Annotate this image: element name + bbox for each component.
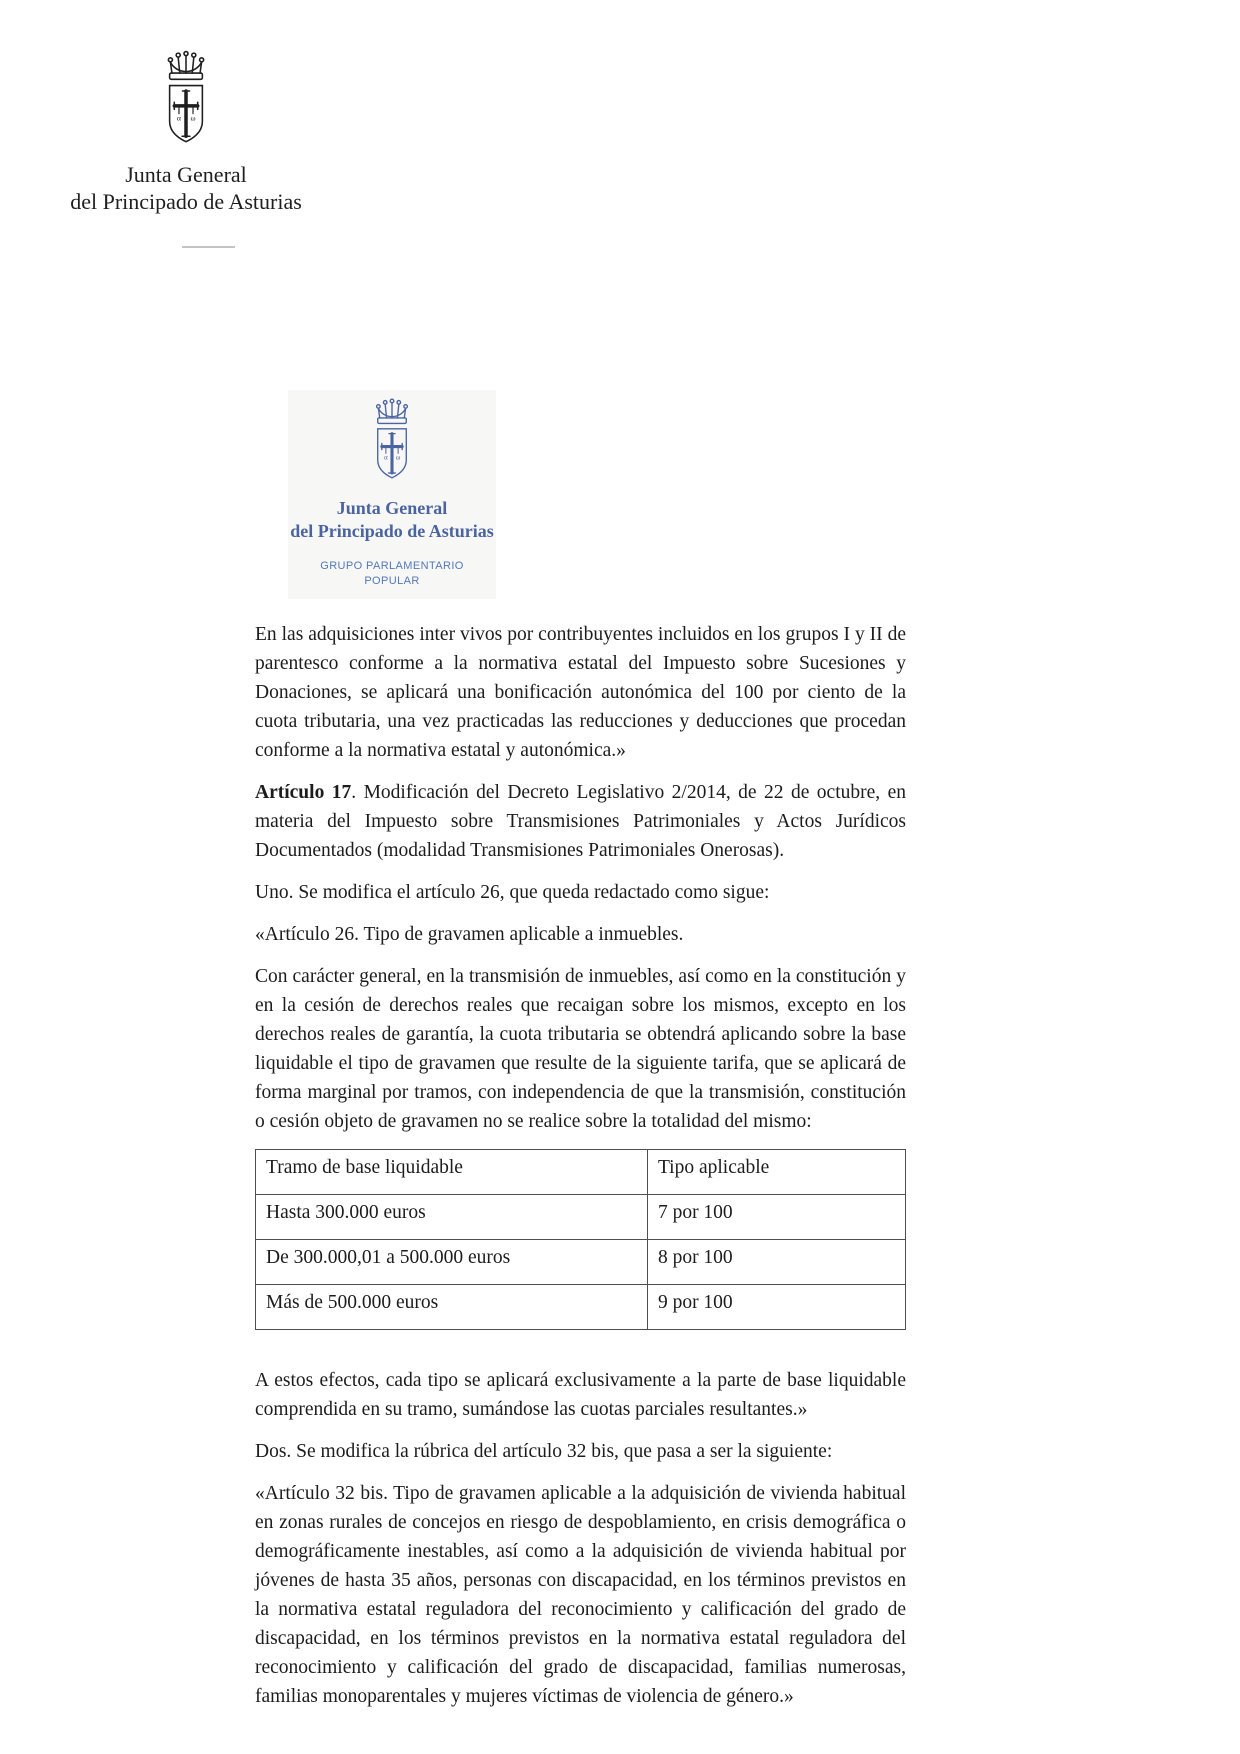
table-row bbox=[256, 1285, 906, 1330]
svg-text:α: α bbox=[176, 113, 182, 123]
paragraph-articulo-17 bbox=[255, 778, 906, 865]
paragraph-a-estos-efectos: A estos efectos, cada tipo se aplicará exclusivamente a la parte de base liquidable comprendida en su tramo, sumándose las cuotas parciales resultantes.» bbox=[255, 1370, 906, 1420]
table-row bbox=[256, 1195, 906, 1240]
svg-text:ω: ω bbox=[190, 113, 196, 123]
group-label-line-1: GRUPO PARLAMENTARIO bbox=[320, 560, 464, 572]
articulo-17-lead: Artículo 17 bbox=[255, 782, 352, 803]
paragraph-uno: Uno. Se modifica el artículo 26, que queda redactado como sigue: bbox=[255, 882, 770, 903]
grupo-parlamentario-popular-logo bbox=[288, 390, 496, 599]
org-name-line-2: del Principado de Asturias bbox=[70, 189, 302, 214]
table-cell-tipo: 7 por 100 bbox=[647, 1195, 905, 1240]
header-divider-line bbox=[182, 246, 235, 248]
junta-general-logo bbox=[70, 48, 302, 215]
paragraph-bonificacion-sucesiones: En las adquisiciones inter vivos por contribuyentes incluidos en los grupos I y II de parentesco conforme a la normativa estatal del Impuesto sobre Sucesiones y Donaciones, se aplicará una bonificación autonómica del 100 por ciento de la cuota tributaria, una vez practicadas las reducciones y deducciones que procedan conforme a la normativa estatal y autonómica.» bbox=[255, 624, 906, 761]
articulo-17-rest: . Modificación del Decreto Legislativo 2/2014, de 22 de octubre, en materia del Impuesto sobre Transmisiones Patrimoniales y Actos Jurídicos Documentados (modalidad Transmisiones Patrimoniales Onerosas). bbox=[255, 782, 906, 861]
group-label-line-2: POPULAR bbox=[364, 575, 420, 587]
table-header-tramo: Tramo de base liquidable bbox=[256, 1150, 648, 1195]
asturias-coat-of-arms-icon bbox=[358, 396, 426, 493]
document-body bbox=[255, 620, 906, 1724]
paragraph-caracter-general: Con carácter general, en la transmisión de inmuebles, así como en la constitución y en la cesión de derechos reales que recaigan sobre los mismos, excepto en los derechos reales de garantía, la cuota tributaria se obtendrá aplicando sobre la base liquidable el tipo de gravamen que resulte de la siguiente tarifa, que se aplicará de forma marginal por tramos, con independencia de que la transmisión, constitución o cesión objeto de gravamen no se realice sobre la totalidad del mismo: bbox=[255, 966, 906, 1132]
table-cell-tramo: Hasta 300.000 euros bbox=[256, 1195, 648, 1240]
svg-text:α: α bbox=[384, 454, 388, 462]
table-header-tipo: Tipo aplicable bbox=[647, 1150, 905, 1195]
table-header-row bbox=[256, 1150, 906, 1195]
table-cell-tipo: 9 por 100 bbox=[647, 1285, 905, 1330]
group-org-name-line-2: del Principado de Asturias bbox=[290, 521, 494, 541]
table-cell-tipo: 8 por 100 bbox=[647, 1240, 905, 1285]
svg-text:ω: ω bbox=[395, 454, 401, 462]
paragraph-articulo-26-rubrica: «Artículo 26. Tipo de gravamen aplicable a inmuebles. bbox=[255, 924, 684, 945]
asturias-coat-of-arms-icon bbox=[147, 48, 225, 159]
paragraph-articulo-32-bis: «Artículo 32 bis. Tipo de gravamen aplicable a la adquisición de vivienda habitual en zonas rurales de concejos en riesgo de despoblamiento, en crisis demográfica o demográficamente inestables, así como a la adquisición de vivienda habitual por jóvenes de hasta 35 años, personas con discapacidad, en los términos previstos en la normativa estatal reguladora del reconocimiento y calificación del grado de discapacidad, en los términos previstos en la normativa estatal reguladora del reconocimiento y calificación del grado de discapacidad, familias numerosas, familias monoparentales y mujeres víctimas de violencia de género.» bbox=[255, 1483, 906, 1707]
table-cell-tramo: Más de 500.000 euros bbox=[256, 1285, 648, 1330]
org-name-line-1: Junta General bbox=[125, 162, 247, 187]
table-cell-tramo: De 300.000,01 a 500.000 euros bbox=[256, 1240, 648, 1285]
table-row bbox=[256, 1240, 906, 1285]
paragraph-dos: Dos. Se modifica la rúbrica del artículo 32 bis, que pasa a ser la siguiente: bbox=[255, 1441, 833, 1462]
tax-rate-table bbox=[255, 1149, 906, 1330]
group-org-name-line-1: Junta General bbox=[336, 498, 448, 518]
